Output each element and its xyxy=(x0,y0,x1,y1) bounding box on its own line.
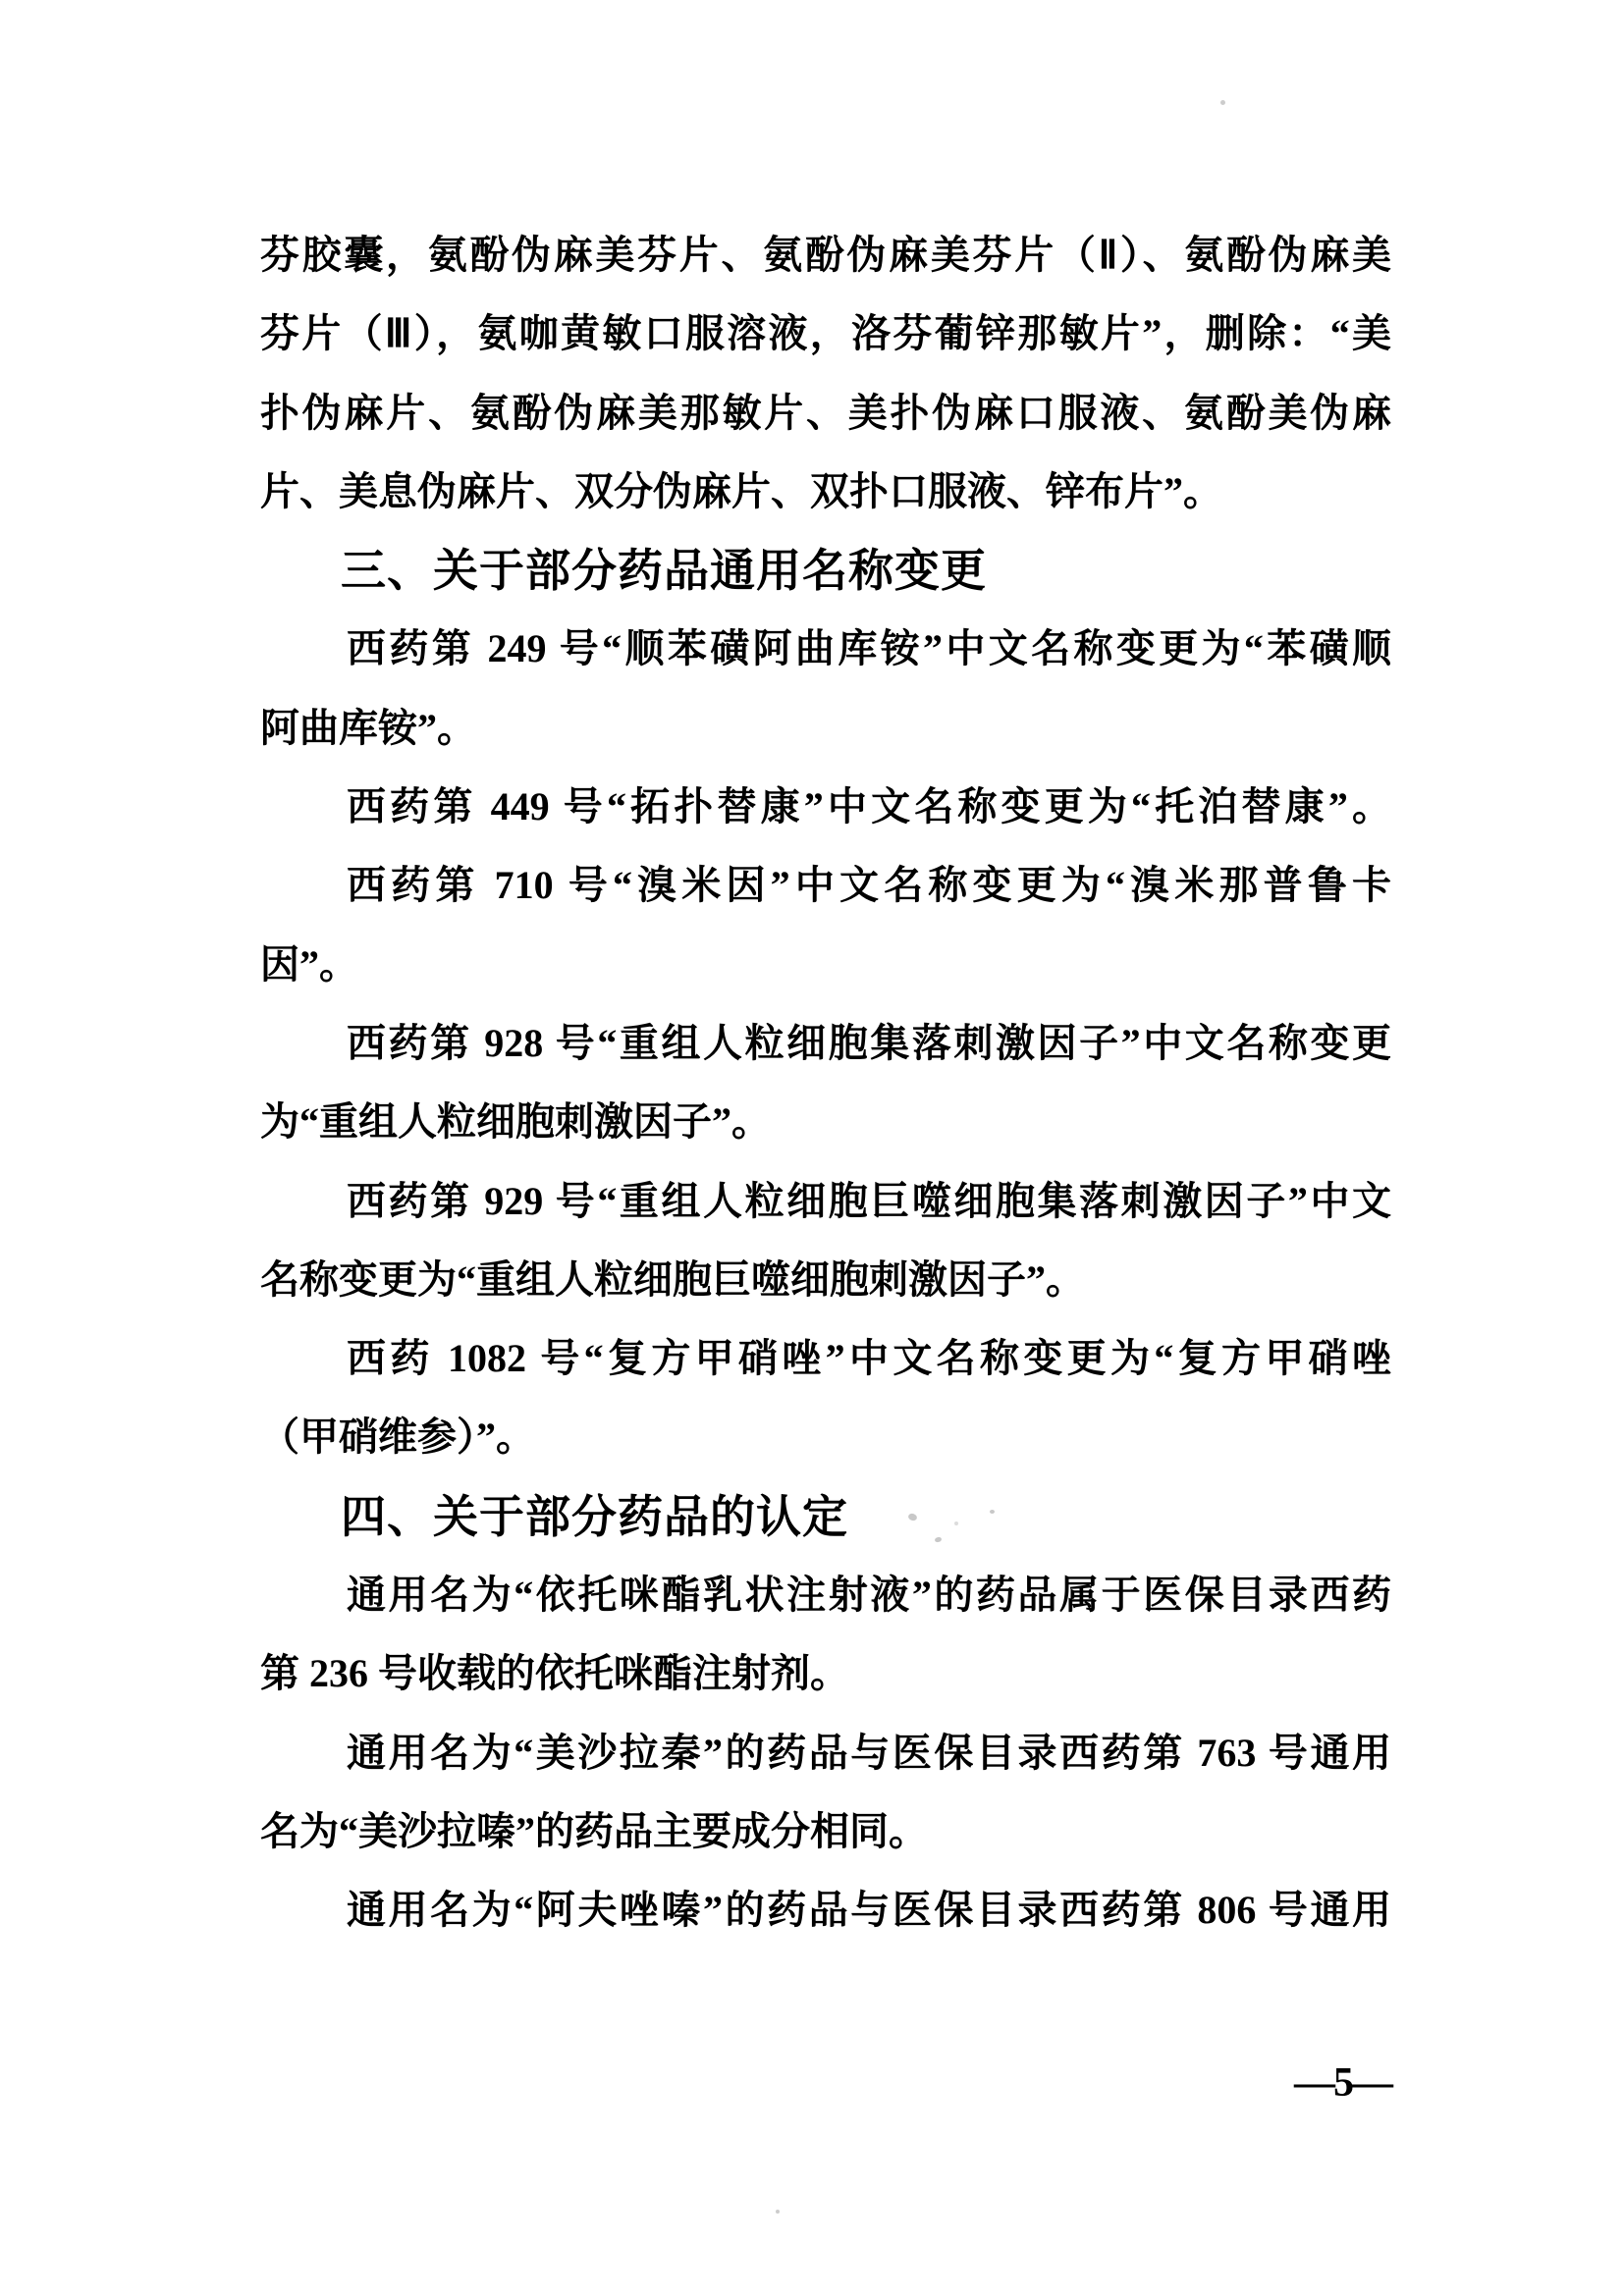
text-line: 片、美息伪麻片、双分伪麻片、双扑口服液、锌布片”。 xyxy=(260,468,1222,513)
text-line: 西药第 928 号“重组人粒细胞集落刺激因子”中文名称变更 xyxy=(347,1020,1391,1065)
text-line: 西药第 449 号“拓扑替康”中文名称变更为“托泊替康”。 xyxy=(347,784,1391,829)
document-body xyxy=(260,216,1391,1950)
text-line: 西药 1082 号“复方甲硝唑”中文名称变更为“复方甲硝唑 xyxy=(347,1336,1391,1381)
text-line: 扑伪麻片、氨酚伪麻美那敏片、美扑伪麻口服液、氨酚美伪麻 xyxy=(260,390,1391,435)
text-line: 通用名为“依托咪酯乳状注射液”的药品属于医保目录西药 xyxy=(347,1573,1391,1618)
scan-speck xyxy=(990,1510,995,1514)
text-line: 阿曲库铵”。 xyxy=(260,705,476,750)
text-line: 名为“美沙拉嗪”的药品主要成分相同。 xyxy=(260,1808,928,1853)
text-line: 西药第 929 号“重组人粒细胞巨噬细胞集落刺激因子”中文 xyxy=(347,1178,1391,1223)
scan-speck xyxy=(954,1522,958,1525)
scan-speck xyxy=(776,2210,780,2214)
text-line: 为“重组人粒细胞刺激因子”。 xyxy=(260,1099,771,1145)
section-heading-3: 三、关于部分药品通用名称变更 xyxy=(341,545,987,597)
text-line: 西药第 710 号“溴米因”中文名称变更为“溴米那普鲁卡 xyxy=(347,863,1391,908)
section-heading-4: 四、关于部分药品的认定 xyxy=(341,1490,848,1542)
scan-speck xyxy=(1220,100,1225,105)
text-line: （甲硝维参）”。 xyxy=(260,1415,535,1460)
text-line: 西药第 249 号“顺苯磺阿曲库铵”中文名称变更为“苯磺顺 xyxy=(347,626,1391,671)
text-line: 第 236 号收载的依托咪酯注射剂。 xyxy=(260,1651,849,1696)
text-line: 通用名为“阿夫唑嗪”的药品与医保目录西药第 806 号通用 xyxy=(347,1888,1391,1933)
text-line: 通用名为“美沙拉秦”的药品与医保目录西药第 763 号通用 xyxy=(347,1730,1391,1775)
text-line: 芬片（Ⅲ），氨咖黄敏口服溶液，洛芬葡锌那敏片”，删除：“美 xyxy=(260,311,1391,356)
text-line: 名称变更为“重组人粒细胞巨噬细胞刺激因子”。 xyxy=(260,1256,1085,1302)
page-number: —5— xyxy=(1294,2060,1391,2106)
text-line: 因”。 xyxy=(260,941,358,987)
text-line: 芬胶囊，氨酚伪麻美芬片、氨酚伪麻美芬片（Ⅱ）、氨酚伪麻美 xyxy=(260,233,1391,277)
